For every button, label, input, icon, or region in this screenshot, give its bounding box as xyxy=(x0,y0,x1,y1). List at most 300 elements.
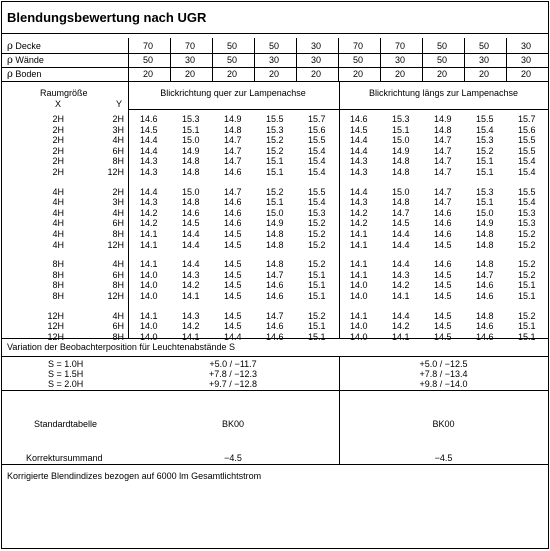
variation-divider xyxy=(339,356,340,390)
row-x: 8H xyxy=(52,269,64,280)
cell-across: 14.6 xyxy=(224,167,242,177)
cell-along: 14.3 xyxy=(350,167,368,177)
cell-across: 15.2 xyxy=(308,218,326,229)
row-x: 4H xyxy=(52,239,64,250)
row-y: 6H xyxy=(112,269,124,280)
cell-along: 14.7 xyxy=(434,167,452,177)
cell-along: 14.3 xyxy=(350,197,368,208)
cell-across: 14.6 xyxy=(224,207,242,218)
cell-across: 14.6 xyxy=(266,331,284,342)
cell-across: 14.3 xyxy=(182,310,200,321)
cell-along: 15.4 xyxy=(518,197,536,208)
row-x: 2H xyxy=(52,135,64,146)
reflectance-value: 50 xyxy=(436,41,447,51)
cell-across: 14.8 xyxy=(182,167,200,177)
reflectance-value: 50 xyxy=(352,55,363,65)
cell-across: 15.2 xyxy=(308,310,326,321)
cell-along: 15.4 xyxy=(518,156,536,167)
cell-across: 14.4 xyxy=(182,239,200,250)
cell-along: 14.2 xyxy=(350,207,368,218)
cell-along: 14.7 xyxy=(392,207,410,218)
variation-across: +5.0 / −11.7 xyxy=(209,359,257,369)
reflectance-value: 30 xyxy=(394,55,405,65)
cell-across: 15.4 xyxy=(308,156,326,167)
reflectance-value: 50 xyxy=(226,41,237,51)
header-x: X xyxy=(55,99,62,109)
cell-along: 15.0 xyxy=(476,207,494,218)
cell-along: 14.0 xyxy=(350,291,368,301)
standard-across: BK00 xyxy=(221,419,245,429)
cell-across: 14.8 xyxy=(182,156,200,167)
cell-along: 14.7 xyxy=(476,269,494,280)
cell-across: 14.5 xyxy=(224,269,242,280)
cell-along: 15.5 xyxy=(518,186,536,197)
cell-along: 14.7 xyxy=(434,135,452,146)
cell-along: 15.2 xyxy=(518,229,536,239)
cell-across: 14.1 xyxy=(140,239,158,250)
cell-along: 14.4 xyxy=(350,135,368,146)
reflectance-value: 20 xyxy=(352,69,363,79)
cell-along: 14.4 xyxy=(392,239,410,250)
reflectance-value: 30 xyxy=(184,55,195,65)
title-divider xyxy=(2,33,548,34)
cell-along: 14.1 xyxy=(350,269,368,280)
cell-along: 15.1 xyxy=(518,291,536,301)
cell-across: 14.0 xyxy=(140,280,158,291)
cell-across: 14.5 xyxy=(224,239,242,250)
cell-across: 14.5 xyxy=(224,280,242,291)
row-x: 4H xyxy=(52,207,64,218)
correction-across: −4.5 xyxy=(224,453,242,463)
page-title: Blendungsbewertung nach UGR xyxy=(7,10,207,25)
reflectance-value: 20 xyxy=(226,69,237,79)
row-x: 2H xyxy=(52,124,64,135)
cell-along: 14.7 xyxy=(434,197,452,208)
cell-across: 15.3 xyxy=(308,207,326,218)
cell-along: 14.5 xyxy=(434,321,452,332)
cell-across: 14.0 xyxy=(140,331,158,342)
footer-note: Korrigierte Blendindizes bezogen auf 6000 lm Gesamtlichtstrom xyxy=(7,471,262,481)
row-x: 4H xyxy=(52,197,64,208)
cell-across: 15.1 xyxy=(308,291,326,301)
cell-along: 14.8 xyxy=(476,310,494,321)
variation-across: +7.8 / −12.3 xyxy=(208,369,258,379)
row-y: 4H xyxy=(112,310,124,321)
cell-along: 15.1 xyxy=(476,197,494,208)
reflectance-value: 30 xyxy=(520,55,531,65)
column-divider xyxy=(380,38,381,81)
row-x: 8H xyxy=(52,291,64,301)
cell-across: 14.6 xyxy=(266,321,284,332)
cell-along: 15.2 xyxy=(518,259,536,270)
cell-across: 15.3 xyxy=(266,124,284,135)
row-x: 4H xyxy=(52,186,64,197)
cell-along: 15.5 xyxy=(476,114,494,124)
cell-across: 14.9 xyxy=(182,145,200,156)
cell-along: 14.5 xyxy=(434,331,452,342)
cell-along: 14.4 xyxy=(392,259,410,270)
cell-along: 15.1 xyxy=(518,331,536,342)
cell-along: 15.1 xyxy=(476,167,494,177)
cell-across: 15.1 xyxy=(308,321,326,332)
cell-along: 14.6 xyxy=(476,321,494,332)
cell-along: 14.4 xyxy=(392,310,410,321)
correction-along: −4.5 xyxy=(434,453,453,463)
cell-along: 15.1 xyxy=(476,156,494,167)
reflectance-label-boden xyxy=(7,68,41,81)
ugr-table-page xyxy=(1,1,549,549)
header-room-size: Raumgröße xyxy=(40,88,88,98)
cell-along: 14.0 xyxy=(350,280,368,291)
cell-along: 14.0 xyxy=(350,331,368,342)
row-y: 3H xyxy=(112,197,124,208)
reflectance-value: 50 xyxy=(478,41,489,51)
cell-along: 15.3 xyxy=(518,218,536,229)
variation-bottom-rule xyxy=(2,390,548,391)
reflectance-name: Wände xyxy=(12,55,44,65)
cell-across: 14.5 xyxy=(140,124,158,135)
cell-along: 15.4 xyxy=(518,167,536,177)
cell-along: 14.2 xyxy=(392,280,410,291)
cell-across: 14.5 xyxy=(182,218,200,229)
row-x: 2H xyxy=(52,156,64,167)
row-x: 12H xyxy=(47,310,64,321)
reflectance-value: 30 xyxy=(520,41,531,51)
variation-along: +7.8 / −13.4 xyxy=(419,369,468,379)
cell-across: 15.4 xyxy=(308,197,326,208)
cell-along: 14.6 xyxy=(434,229,452,239)
reflectance-value: 50 xyxy=(436,55,447,65)
header-along: Blickrichtung längs zur Lampenachse xyxy=(368,88,519,98)
row-y: 8H xyxy=(112,280,124,291)
cell-across: 14.0 xyxy=(140,269,158,280)
cell-along: 14.7 xyxy=(434,186,452,197)
cell-across: 15.3 xyxy=(182,114,200,124)
reflectance-rule xyxy=(2,67,548,68)
row-y: 6H xyxy=(112,321,124,332)
cell-across: 14.5 xyxy=(224,229,242,239)
variation-along: +5.0 / −12.5 xyxy=(419,359,468,369)
cell-along: 14.9 xyxy=(434,114,452,124)
cell-across: 15.0 xyxy=(266,207,284,218)
cell-along: 15.0 xyxy=(392,186,410,197)
correction-label: Korrektursummand xyxy=(26,453,103,463)
cell-across: 14.4 xyxy=(140,145,158,156)
cell-across: 15.4 xyxy=(308,167,326,177)
cell-along: 15.2 xyxy=(476,145,494,156)
cell-along: 14.8 xyxy=(434,124,452,135)
cell-across: 14.6 xyxy=(266,291,284,301)
cell-across: 14.5 xyxy=(224,259,242,270)
row-y: 12H xyxy=(107,291,124,301)
row-x: 2H xyxy=(52,167,64,177)
cell-along: 14.2 xyxy=(392,321,410,332)
cell-along: 14.1 xyxy=(350,310,368,321)
cell-along: 15.5 xyxy=(518,135,536,146)
cell-across: 14.5 xyxy=(224,321,242,332)
column-divider xyxy=(254,38,255,81)
variation-label: S = 1.0H xyxy=(48,359,84,369)
cell-across: 15.4 xyxy=(308,145,326,156)
cell-across: 15.1 xyxy=(182,124,200,135)
cell-across: 15.1 xyxy=(308,269,326,280)
left-column-divider xyxy=(128,82,129,338)
row-y: 12H xyxy=(107,239,124,250)
cell-across: 14.4 xyxy=(140,186,158,197)
cell-across: 14.1 xyxy=(182,291,200,301)
reflectance-label-decke xyxy=(7,40,41,53)
cell-along: 14.0 xyxy=(350,321,368,332)
cell-across: 14.8 xyxy=(266,229,284,239)
cell-across: 14.7 xyxy=(266,310,284,321)
cell-along: 14.1 xyxy=(350,239,368,250)
reflectance-value: 30 xyxy=(268,55,279,65)
column-divider xyxy=(212,38,213,81)
standard-along: BK00 xyxy=(432,419,455,429)
cell-along: 15.0 xyxy=(392,135,410,146)
reflectance-rule xyxy=(2,81,548,82)
cell-across: 14.9 xyxy=(224,114,242,124)
cell-across: 14.2 xyxy=(182,321,200,332)
cell-along: 15.5 xyxy=(518,145,536,156)
row-x: 8H xyxy=(52,280,64,291)
cell-across: 14.4 xyxy=(182,229,200,239)
cell-along: 14.7 xyxy=(434,145,452,156)
reflectance-value: 50 xyxy=(142,55,153,65)
row-x: 4H xyxy=(52,218,64,229)
variation-along: +9.8 / −14.0 xyxy=(419,379,468,389)
cell-across: 14.4 xyxy=(140,135,158,146)
cell-across: 14.6 xyxy=(266,280,284,291)
cell-along: 15.1 xyxy=(392,124,410,135)
cell-across: 14.4 xyxy=(224,331,242,342)
reflectance-name: Boden xyxy=(12,69,42,79)
row-y: 3H xyxy=(112,124,124,135)
cell-along: 15.2 xyxy=(518,269,536,280)
cell-across: 15.0 xyxy=(182,135,200,146)
cell-along: 14.8 xyxy=(392,156,410,167)
reflectance-value: 20 xyxy=(142,69,153,79)
cell-across: 15.2 xyxy=(266,186,284,197)
cell-across: 15.0 xyxy=(182,186,200,197)
cell-along: 15.1 xyxy=(518,280,536,291)
cell-across: 14.6 xyxy=(182,207,200,218)
rho-symbol: ρ xyxy=(7,55,13,66)
column-divider xyxy=(422,38,423,81)
cell-across: 14.8 xyxy=(266,239,284,250)
cell-along: 14.2 xyxy=(350,218,368,229)
cell-across: 14.8 xyxy=(266,259,284,270)
row-y: 4H xyxy=(112,207,124,218)
cell-along: 14.6 xyxy=(476,291,494,301)
cell-across: 14.3 xyxy=(140,197,158,208)
cell-along: 14.1 xyxy=(392,331,410,342)
column-divider xyxy=(338,38,339,81)
cell-across: 14.3 xyxy=(140,167,158,177)
reflectance-value: 20 xyxy=(478,69,489,79)
variation-title-rule xyxy=(2,356,548,357)
reflectance-label-wände xyxy=(7,54,44,67)
cell-along: 14.6 xyxy=(434,259,452,270)
column-divider xyxy=(170,38,171,81)
reflectance-value: 20 xyxy=(310,69,321,79)
cell-across: 15.2 xyxy=(308,259,326,270)
row-y: 8H xyxy=(112,331,124,342)
cell-across: 14.8 xyxy=(182,197,200,208)
cell-across: 15.7 xyxy=(308,114,326,124)
cell-along: 14.1 xyxy=(350,259,368,270)
cell-along: 14.5 xyxy=(392,218,410,229)
cell-along: 14.3 xyxy=(392,269,410,280)
cell-along: 15.2 xyxy=(518,239,536,250)
middle-divider xyxy=(339,82,340,338)
reflectance-rule xyxy=(2,53,548,54)
cell-across: 15.2 xyxy=(266,145,284,156)
variation-label: S = 2.0H xyxy=(48,379,84,389)
cell-across: 14.7 xyxy=(224,135,242,146)
row-y: 6H xyxy=(112,218,124,229)
variation-label: S = 1.5H xyxy=(48,369,84,379)
cell-along: 14.3 xyxy=(350,156,368,167)
cell-along: 14.9 xyxy=(476,218,494,229)
cell-across: 14.7 xyxy=(266,269,284,280)
reflectance-value: 20 xyxy=(184,69,195,79)
cell-across: 14.7 xyxy=(224,145,242,156)
cell-across: 15.1 xyxy=(308,280,326,291)
reflectance-value: 20 xyxy=(520,69,531,79)
reflectance-value: 20 xyxy=(268,69,279,79)
reflectance-value: 50 xyxy=(226,55,237,65)
row-y: 2H xyxy=(112,186,124,197)
rho-symbol: ρ xyxy=(7,41,13,52)
cell-across: 14.2 xyxy=(140,218,158,229)
cell-across: 15.1 xyxy=(266,167,284,177)
cell-along: 14.6 xyxy=(350,114,368,124)
cell-along: 15.3 xyxy=(476,135,494,146)
cell-along: 14.8 xyxy=(476,229,494,239)
reflectance-value: 70 xyxy=(184,41,195,51)
cell-across: 14.6 xyxy=(224,218,242,229)
row-y: 4H xyxy=(112,259,124,270)
column-divider xyxy=(128,38,129,81)
row-y: 8H xyxy=(112,156,124,167)
header-rule xyxy=(128,109,548,110)
cell-across: 14.1 xyxy=(140,229,158,239)
reflectance-value: 70 xyxy=(142,41,153,51)
row-x: 4H xyxy=(52,229,64,239)
cell-along: 14.1 xyxy=(392,291,410,301)
reflectance-value: 30 xyxy=(310,55,321,65)
reflectance-value: 70 xyxy=(352,41,363,51)
cell-across: 14.5 xyxy=(224,291,242,301)
cell-across: 14.3 xyxy=(182,269,200,280)
cell-along: 15.6 xyxy=(518,124,536,135)
cell-along: 14.5 xyxy=(434,269,452,280)
row-y: 2H xyxy=(112,114,124,124)
row-x: 12H xyxy=(47,321,64,332)
cell-across: 14.7 xyxy=(224,156,242,167)
cell-across: 15.2 xyxy=(308,229,326,239)
column-divider xyxy=(506,38,507,81)
cell-along: 15.7 xyxy=(518,114,536,124)
variation-rule xyxy=(2,338,548,339)
row-y: 12H xyxy=(107,167,124,177)
cell-along: 14.7 xyxy=(434,156,452,167)
cell-along: 14.6 xyxy=(476,331,494,342)
cell-along: 14.6 xyxy=(434,207,452,218)
cell-across: 14.9 xyxy=(266,218,284,229)
cell-along: 14.8 xyxy=(392,197,410,208)
cell-across: 14.5 xyxy=(224,310,242,321)
row-y: 8H xyxy=(112,229,124,239)
row-x: 2H xyxy=(52,145,64,156)
cell-across: 14.8 xyxy=(224,124,242,135)
correction-rule xyxy=(2,464,548,465)
cell-along: 14.6 xyxy=(476,280,494,291)
reflectance-value: 30 xyxy=(478,55,489,65)
cell-across: 14.4 xyxy=(182,259,200,270)
cell-across: 15.6 xyxy=(308,124,326,135)
cell-across: 14.7 xyxy=(224,186,242,197)
variation-title: Variation der Beobachterposition für Leuchtenabstände S xyxy=(7,342,235,352)
variation-across: +9.7 / −12.8 xyxy=(208,379,258,389)
header-across: Blickrichtung quer zur Lampenachse xyxy=(160,88,306,98)
rho-symbol: ρ xyxy=(7,69,13,80)
cell-across: 14.2 xyxy=(182,280,200,291)
cell-along: 14.1 xyxy=(350,229,368,239)
cell-along: 14.5 xyxy=(434,291,452,301)
cell-across: 14.1 xyxy=(182,331,200,342)
cell-along: 14.8 xyxy=(476,259,494,270)
row-y: 4H xyxy=(112,135,124,146)
cell-across: 14.0 xyxy=(140,291,158,301)
cell-across: 14.2 xyxy=(140,207,158,218)
cell-along: 14.5 xyxy=(434,239,452,250)
header-y: Y xyxy=(116,99,123,109)
cell-along: 14.5 xyxy=(434,280,452,291)
cell-along: 14.8 xyxy=(392,167,410,177)
cell-across: 14.1 xyxy=(140,310,158,321)
cell-along: 15.2 xyxy=(518,310,536,321)
cell-along: 15.3 xyxy=(476,186,494,197)
row-x: 8H xyxy=(52,259,64,270)
cell-along: 14.8 xyxy=(476,239,494,250)
cell-along: 14.4 xyxy=(350,186,368,197)
cell-across: 15.1 xyxy=(308,331,326,342)
cell-along: 14.5 xyxy=(434,310,452,321)
reflectance-name: Decke xyxy=(12,41,41,51)
reflectance-value: 30 xyxy=(310,41,321,51)
cell-along: 14.5 xyxy=(350,124,368,135)
cell-across: 14.3 xyxy=(140,156,158,167)
cell-across: 15.2 xyxy=(308,239,326,250)
reflectance-value: 70 xyxy=(394,41,405,51)
column-divider xyxy=(464,38,465,81)
cell-along: 15.4 xyxy=(476,124,494,135)
column-divider xyxy=(296,38,297,81)
cell-across: 14.0 xyxy=(140,321,158,332)
cell-across: 15.5 xyxy=(266,114,284,124)
reflectance-value: 20 xyxy=(436,69,447,79)
cell-across: 15.1 xyxy=(266,156,284,167)
cell-across: 15.5 xyxy=(308,186,326,197)
cell-across: 14.1 xyxy=(140,259,158,270)
cell-across: 15.5 xyxy=(308,135,326,146)
row-x: 2H xyxy=(52,114,64,124)
cell-along: 15.3 xyxy=(518,207,536,218)
cell-along: 15.3 xyxy=(392,114,410,124)
reflectance-value: 20 xyxy=(394,69,405,79)
